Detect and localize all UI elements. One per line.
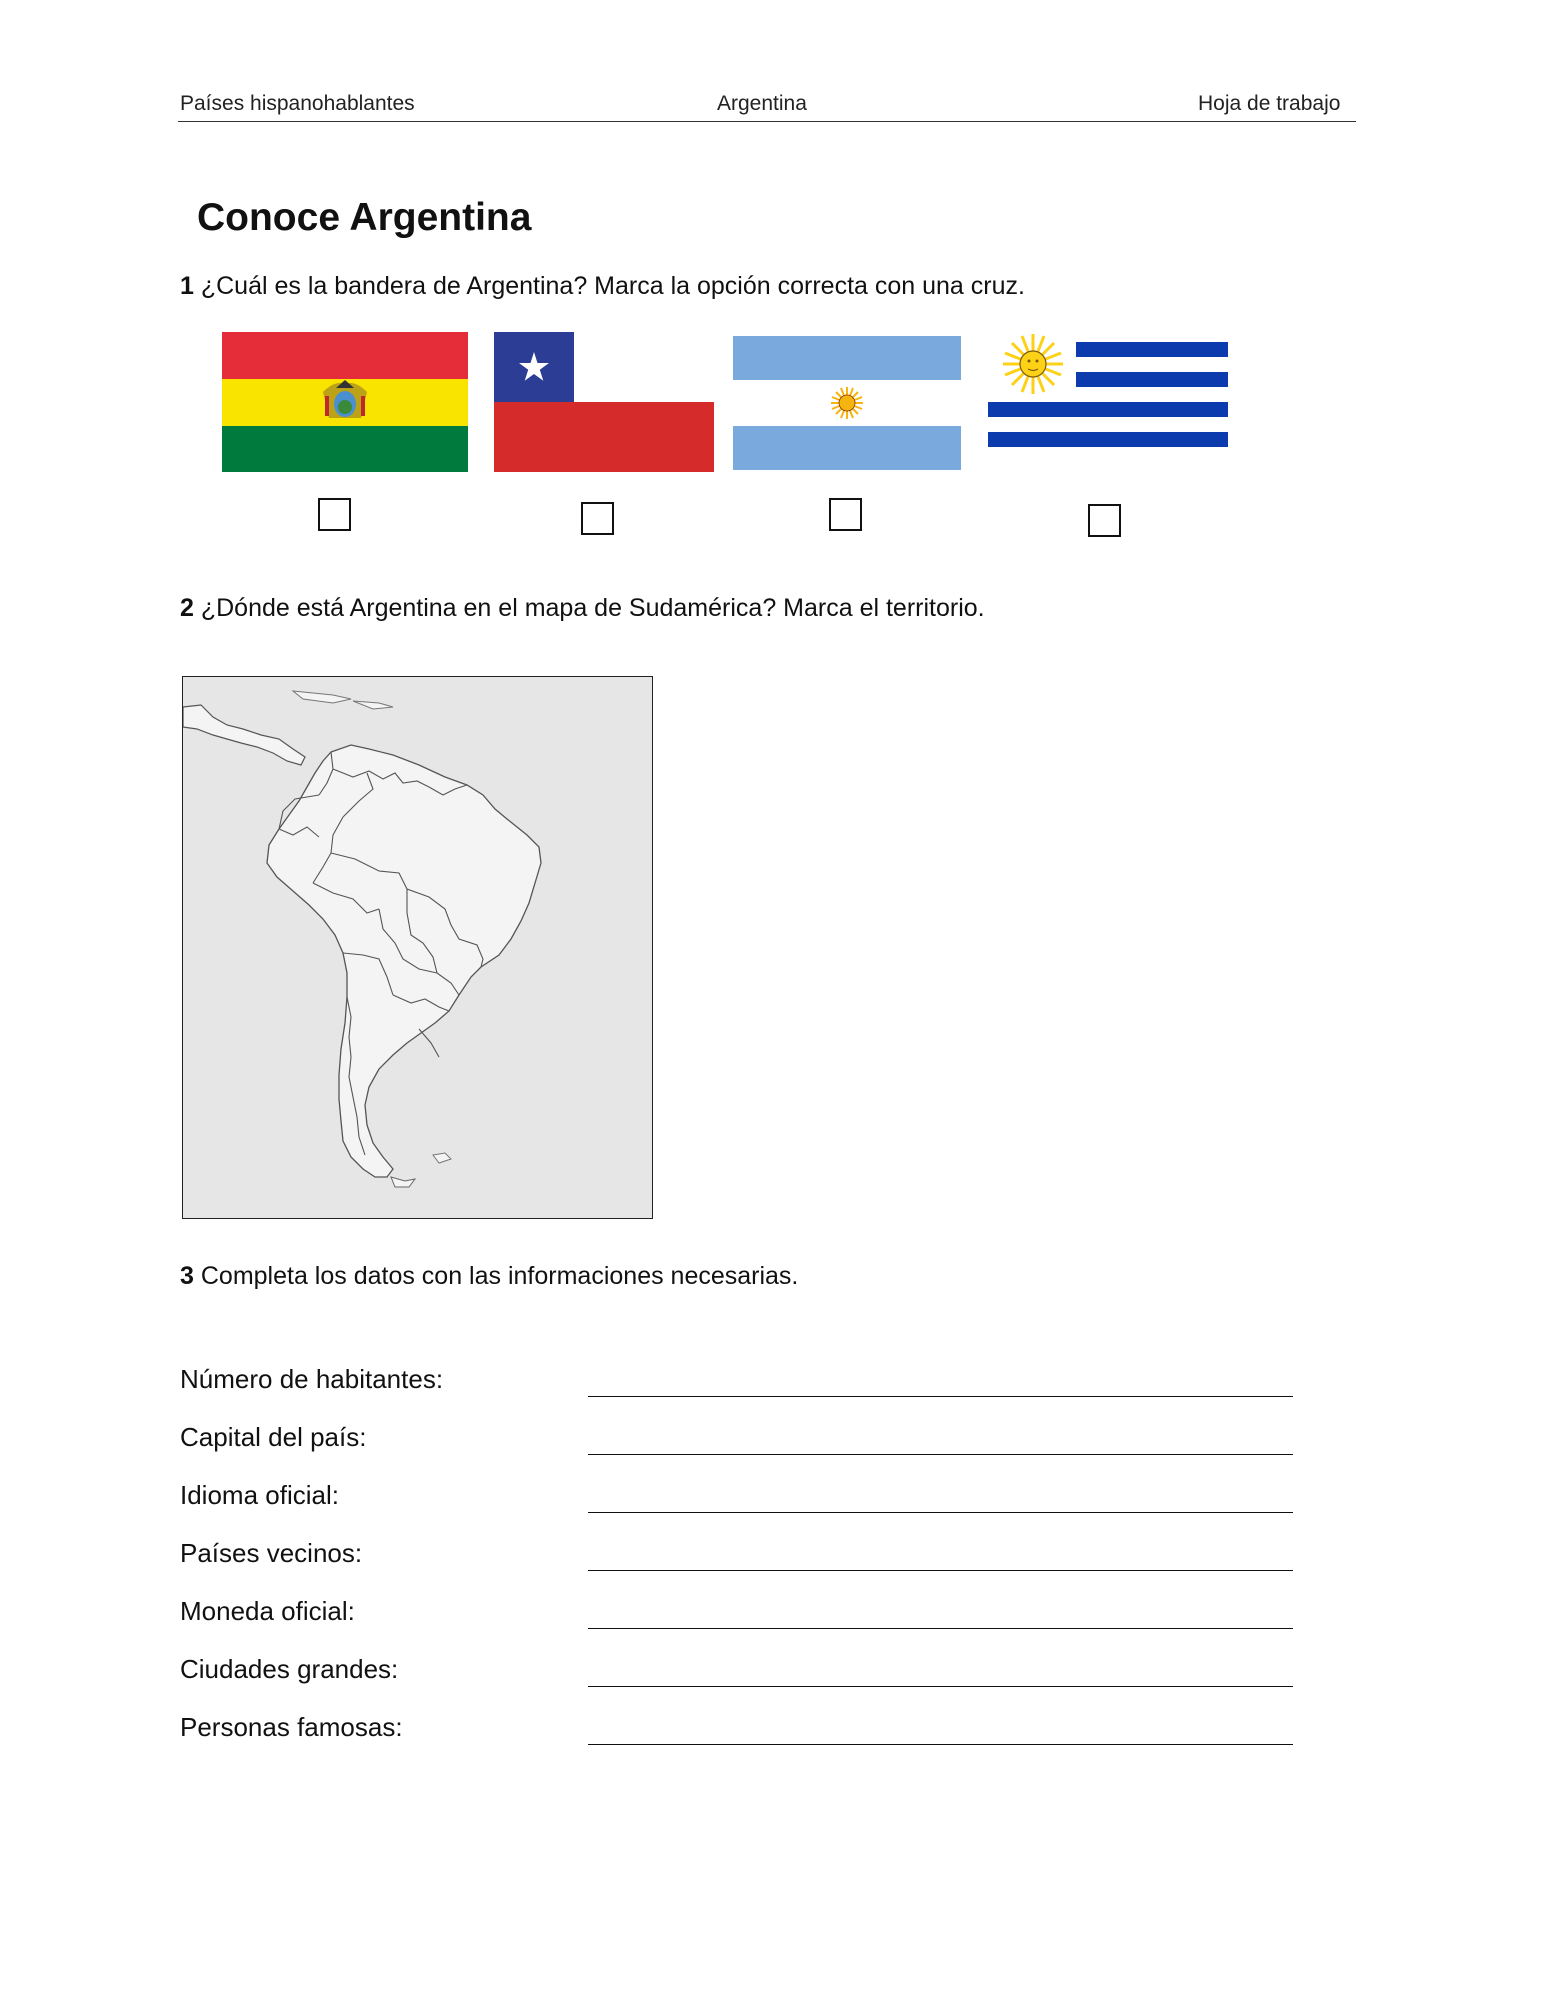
question-3 [180, 1262, 798, 1291]
chile-flag-icon [494, 332, 714, 472]
field-line-idioma[interactable] [588, 1512, 1293, 1513]
field-label-personas: Personas famosas: [180, 1712, 403, 1742]
south-america-map[interactable] [182, 676, 653, 1219]
question-1-number: 1 [180, 272, 194, 300]
question-2-text: ¿Dónde está Argentina en el mapa de Sudamérica? Marca el territorio. [200, 594, 985, 622]
header-rule [178, 121, 1356, 122]
question-3-number: 3 [180, 1262, 194, 1290]
header-center: Argentina [717, 92, 807, 115]
question-1-text: ¿Cuál es la bandera de Argentina? Marca la opción correcta con una cruz. [200, 272, 1025, 300]
page-title: Conoce Argentina [197, 196, 532, 239]
flag-checkbox-4[interactable] [1088, 504, 1121, 537]
field-label-habitantes: Número de habitantes: [180, 1364, 444, 1394]
field-label-capital: Capital del país: [180, 1422, 367, 1452]
field-label-vecinos: Países vecinos: [180, 1538, 363, 1568]
flag-checkbox-1[interactable] [318, 498, 351, 531]
field-label-moneda: Moneda oficial: [180, 1596, 355, 1626]
question-2 [180, 594, 985, 623]
flag-checkbox-2[interactable] [581, 502, 614, 535]
question-2-number: 2 [180, 594, 194, 622]
question-1 [180, 272, 1025, 301]
flag-checkbox-3[interactable] [829, 498, 862, 531]
field-label-ciudades: Ciudades grandes: [180, 1654, 399, 1684]
south-america-map-icon [183, 677, 653, 1219]
argentina-flag-icon [733, 332, 961, 472]
field-line-ciudades[interactable] [588, 1686, 1293, 1687]
field-line-capital[interactable] [588, 1454, 1293, 1455]
header-right: Hoja de trabajo [1198, 92, 1341, 115]
field-line-habitantes[interactable] [588, 1396, 1293, 1397]
uruguay-flag-icon [988, 332, 1228, 460]
question-3-text: Completa los datos con las informaciones necesarias. [200, 1262, 799, 1290]
field-label-idioma: Idioma oficial: [180, 1480, 339, 1510]
bolivia-flag-icon [222, 332, 468, 472]
field-line-vecinos[interactable] [588, 1570, 1293, 1571]
field-line-moneda[interactable] [588, 1628, 1293, 1629]
header-left: Países hispanohablantes [180, 92, 415, 115]
field-line-personas[interactable] [588, 1744, 1293, 1745]
